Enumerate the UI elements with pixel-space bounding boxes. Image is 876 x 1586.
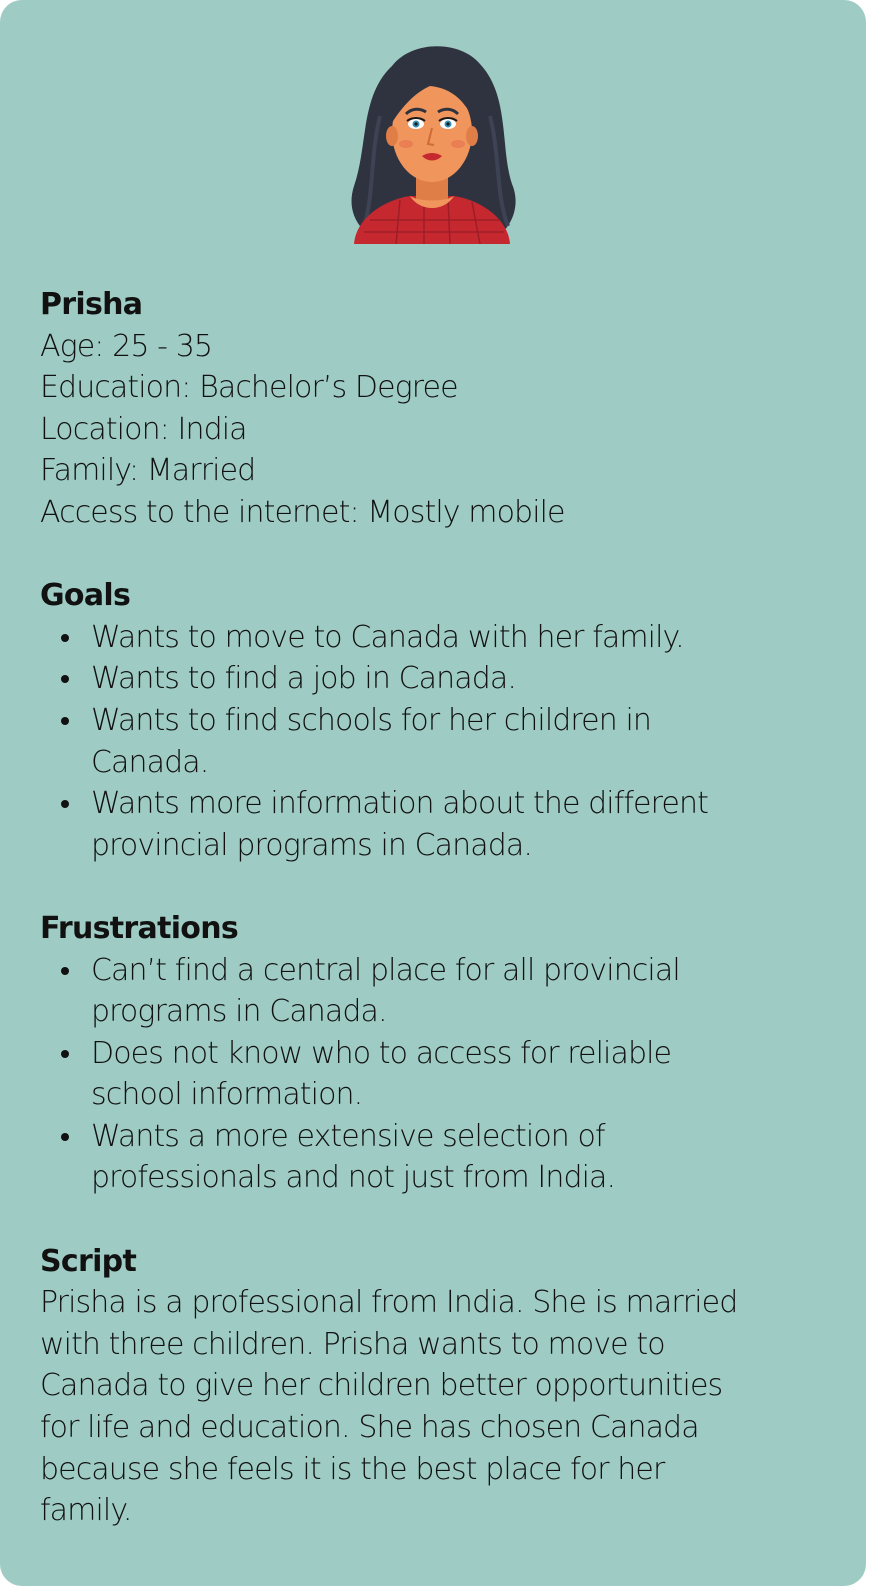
goal-item [40, 783, 830, 866]
goal-item [40, 658, 830, 700]
frustration-item-text: Can’t find a central place for all provincial [91, 952, 680, 988]
frustration-item-text: school information. [91, 1077, 363, 1113]
goal-item [40, 700, 830, 783]
goal-item [40, 617, 830, 659]
script-heading: Script [40, 1243, 137, 1279]
goal-item-text: provincial programs in Canada. [91, 827, 533, 863]
frustration-item-text: Wants a more extensive selection of [91, 1118, 605, 1154]
frustrations-heading: Frustrations [40, 910, 239, 946]
script-line: Prisha is a professional from India. She is married [40, 1285, 738, 1321]
woman-avatar-icon [340, 36, 524, 244]
goal-item-text: Wants to find schools for her children in [91, 702, 652, 738]
goal-item-text: Wants to move to Canada with her family. [91, 619, 684, 655]
persona-content [40, 284, 830, 1532]
frustrations-list [40, 950, 830, 1200]
frustration-item-text: Does not know who to access for reliable [91, 1035, 672, 1071]
goal-item-text: Wants more information about the different [91, 786, 708, 822]
goals-list [40, 617, 830, 867]
goal-item-text: Canada. [91, 744, 209, 780]
frustration-item [40, 1116, 830, 1199]
detail-location: Location: India [40, 411, 247, 447]
goals-heading: Goals [40, 578, 131, 614]
persona-name: Prisha [40, 287, 143, 322]
detail-age: Age: 25 - 35 [40, 328, 213, 364]
script-paragraph [40, 1282, 830, 1532]
script-line: family. [40, 1493, 132, 1529]
frustration-item [40, 1033, 830, 1116]
detail-internet-access: Access to the internet: Mostly mobile [40, 494, 565, 530]
frustration-item [40, 950, 830, 1033]
goal-item-text: Wants to find a job in Canada. [91, 661, 516, 697]
script-line: with three children. Prisha wants to move to [40, 1326, 665, 1362]
detail-education: Education: Bachelor’s Degree [40, 370, 458, 406]
detail-family: Family: Married [40, 453, 256, 489]
script-line: Canada to give her children better opportunities [40, 1368, 723, 1404]
frustration-item-text: professionals and not just from India. [91, 1160, 616, 1196]
script-line: for life and education. She has chosen Canada [40, 1410, 699, 1446]
script-line: because she feels it is the best place for her [40, 1451, 665, 1487]
frustration-item-text: programs in Canada. [91, 994, 387, 1030]
